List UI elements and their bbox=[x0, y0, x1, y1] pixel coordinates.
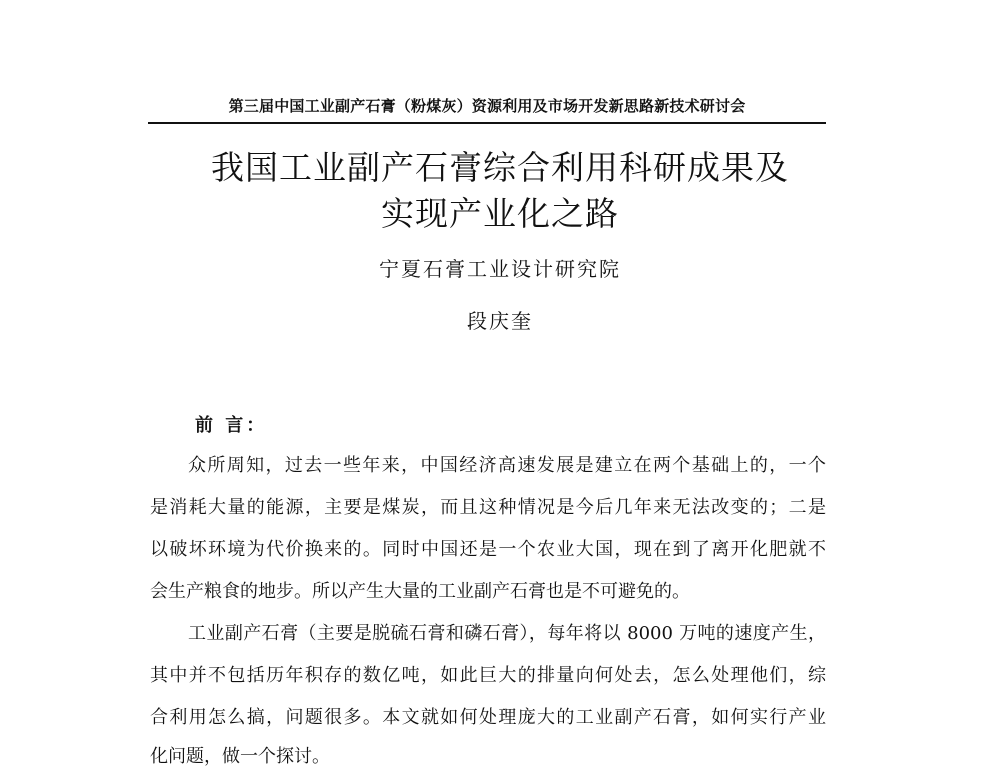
paragraph-2-line-1: 工业副产石膏（主要是脱硫石膏和磷石膏），每年将以 8000 万吨的速度产生， bbox=[188, 623, 826, 644]
paper-title-line-1: 我国工业副产石膏综合利用科研成果及 bbox=[211, 148, 789, 187]
paragraph-1-line-1: 众所周知，过去一些年来，中国经济高速发展是建立在两个基础上的，一个 bbox=[188, 455, 826, 476]
paragraph-1-line-3: 以破坏环境为代价换来的。同时中国还是一个农业大国，现在到了离开化肥就不 bbox=[150, 539, 826, 560]
author-institution: 宁夏石膏工业设计研究院 bbox=[379, 257, 621, 281]
paragraph-2-line-4: 化问题，做一个探讨。 bbox=[150, 746, 330, 767]
conference-header: 第三届中国工业副产石膏（粉煤灰）资源利用及市场开发新思路新技术研讨会 bbox=[228, 97, 746, 115]
header-rule bbox=[148, 122, 826, 124]
paragraph-2-line-3: 合利用怎么搞，问题很多。本文就如何处理庞大的工业副产石膏，如何实行产业 bbox=[150, 707, 826, 728]
paragraph-1-line-4: 会生产粮食的地步。所以产生大量的工业副产石膏也是不可避免的。 bbox=[150, 581, 690, 602]
paragraph-1-line-2: 是消耗大量的能源，主要是煤炭，而且这种情况是今后几年来无法改变的；二是 bbox=[150, 497, 826, 518]
paragraph-2-line-2: 其中并不包括历年积存的数亿吨，如此巨大的排量向何处去，怎么处理他们，综 bbox=[150, 665, 826, 686]
paper-title-line-2: 实现产业化之路 bbox=[381, 194, 619, 233]
preface-heading: 前 言： bbox=[195, 415, 268, 436]
author-name: 段庆奎 bbox=[467, 309, 533, 333]
